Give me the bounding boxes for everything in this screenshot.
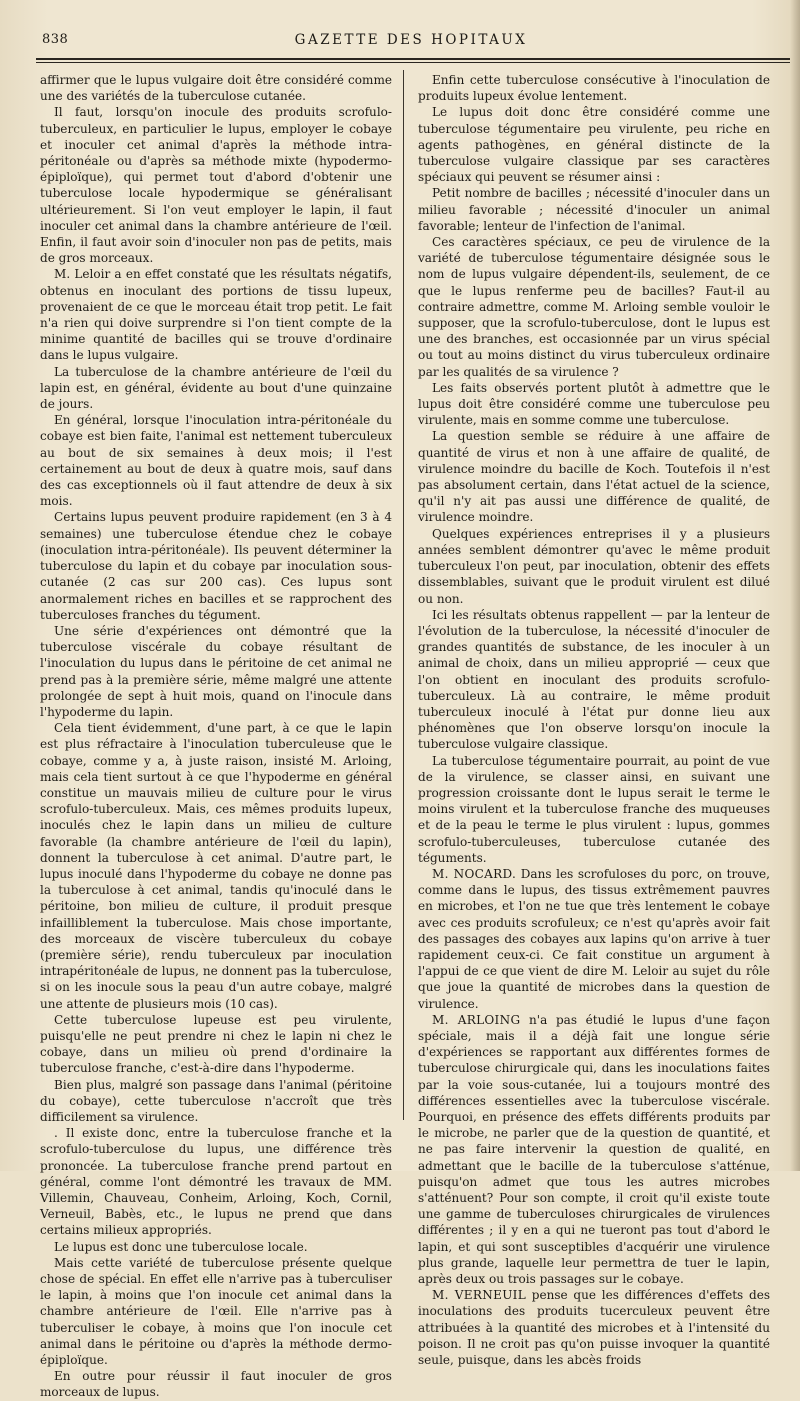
page-header <box>34 30 788 54</box>
speaker-name: M. ARLOING <box>432 1012 521 1027</box>
paragraph <box>40 104 392 266</box>
paragraph-text: Enfin cette tuberculose consécutive à l'inoculation de produits lupeux évolue lentement. <box>418 73 770 104</box>
paragraph <box>40 509 392 622</box>
paragraph <box>40 1125 392 1238</box>
page-edge-shadow <box>790 0 800 1171</box>
paragraph-text: La tuberculose de la chambre antérieure de l'œil du lapin est, en général, évidente au bout d'une quinzaine de jours. <box>40 364 392 412</box>
paragraph <box>40 1368 392 1400</box>
right-column <box>418 72 770 1368</box>
paragraph <box>40 720 392 1012</box>
paragraph-text: Cette tuberculose lupeuse est peu virulente, puisqu'elle ne peut prendre ni chez le lapin ni chez le cobaye, dans un milieu où prend d'ordinaire la tuberculose franche, c'est-à-dire dans l'hypoderme. <box>40 1012 392 1076</box>
paragraph-text: M. Leloir a en effet constaté que les résultats négatifs, obtenus en inoculant des portions de tissu lupeux, provenaient de ce que le morceau était trop petit. Le fait n'a rien qui doive surprendre si l'on tient compte de la minime quantité de bacilles qui se trouve d'ordinaire dans le lupus vulgaire. <box>40 267 392 363</box>
paragraph <box>418 607 770 753</box>
paragraph-text: Bien plus, malgré son passage dans l'animal (péritoine du cobaye), cette tuberculose n'accroît que très difficilement sa virulence. <box>40 1077 392 1124</box>
paragraph <box>40 1077 392 1126</box>
paragraph <box>418 526 770 607</box>
paragraph <box>418 1012 770 1287</box>
paragraph <box>418 234 770 380</box>
paragraph-text: La tuberculose tégumentaire pourrait, au point de vue de la virulence, se classer ainsi, en suivant une progression croissante dont le lupus serait le terme le moins virulent et la tuberculose franche des muqueuses et de la peau le terme le plus virulent : lupus, gommes scrofulo-tuberculeuses, tuberculose cutanée des téguments. <box>418 753 770 865</box>
paragraph-text: Les faits observés portent plutôt à admettre que le lupus doit être considéré comme une tuberculose peu virulente, mais en somme comme une tuberculose. <box>418 380 770 428</box>
speaker-name: M. VERNEUIL <box>432 1288 527 1303</box>
page-number: 838 <box>42 32 69 47</box>
paragraph-text: Ces caractères spéciaux, ce peu de virulence de la variété de tuberculose tégumentaire désignée sous le nom de lupus vulgaire dépendent-ils, seulement, de ce que le lupus renferme peu de bacilles? Faut-il au contraire admettre, comme M. Arloing semble vouloir le supposer, que la scrofulo-tuberculose, dont le lupus est une des branches, est occasionnée par un virus spécial ou tout au moins distinct du virus tuberculeux ordinaire par les qualités de sa virulence ? <box>418 235 770 379</box>
paragraph <box>40 364 392 413</box>
paragraph-text: Quelques expériences entreprises il y a plusieurs années semblent démontrer qu'avec le même produit tuberculeux l'on peut, par inoculation, obtenir des effets dissemblables, suivant que le produit virulent est dilué ou non. <box>418 526 770 606</box>
paragraph-text: Le lupus est donc une tuberculose locale. <box>54 1239 308 1254</box>
paragraph <box>418 866 770 1012</box>
left-column <box>40 72 392 1401</box>
paragraph <box>418 428 770 525</box>
header-rule-thin <box>36 62 790 63</box>
paragraph-text: Mais cette variété de tuberculose présente quelque chose de spécial. En effet elle n'arrive pas à tuberculiser le lapin, à moins que l'on inocule cet animal dans la chambre antérieure de l'œil. Elle n'arrive pas à tuberculiser le cobaye, à moins que l'on inocule cet animal dans le péritoine ou d'après la méthode dermo-épiploïque. <box>40 1255 392 1368</box>
paragraph <box>40 1239 392 1255</box>
paragraph <box>40 623 392 720</box>
paragraph-text: affirmer que le lupus vulgaire doit être considéré comme une des variétés de la tuberculose cutanée. <box>40 73 392 104</box>
paragraph <box>418 1287 770 1368</box>
paragraph-text: Petit nombre de bacilles ; nécessité d'inoculer dans un milieu favorable ; nécessité d'inoculer un animal favorable; lenteur de l'infection de l'animal. <box>418 186 770 233</box>
paragraph-text: . Il existe donc, entre la tuberculose franche et la scrofulo-tuberculose du lupus, une différence très prononcée. La tuberculose franche prend partout en général, comme l'ont démontré les travaux de MM. Villemin, Chauveau, Conheim, Arloing, Koch, Cornil, Verneuil, Babès, etc., le lupus ne prend que dans certains milieux appropriés. <box>40 1126 392 1238</box>
paragraph-text: En général, lorsque l'inoculation intra-péritonéale du cobaye est bien faite, l'animal est nettement tuberculeux au bout de six semaines à deux mois; il l'est certainement au bout de deux à quatre mois, sauf dans des cas exceptionnels où il faut attendre de deux à six mois. <box>40 413 392 509</box>
journal-title: GAZETTE DES HOPITAUX <box>294 32 528 48</box>
paragraph <box>40 1255 392 1368</box>
paragraph-text: La question semble se réduire à une affaire de quantité de virus et non à une affaire de qualité, de virulence moindre du bacille de Koch. Toutefois il n'est pas absolument certain, dans l'état actuel de la science, qu'il n'y ait pas aussi une différence de qualité, de virulence moindre. <box>418 429 770 525</box>
paragraph-text: n'a pas étudié le lupus d'une façon spéciale, mais il a déjà fait une longue série d'expériences se rapportant aux différentes formes de tuberculose chirurgicale qui, dans les inoculations faites par la voie sous-cutanée, lui a toujours montré des différences essentielles avec la tuberculose viscérale. Pourquoi, en présence des effets différents produits par le microbe, ne parler que de la question de quantité, et ne pas faire intervenir la question de qualité, en admettant que le bacille de la tuberculose s'atténue, puisqu'on admet que tous les autres microbes s'atténuent? Pour son compte, il croit qu'il existe toute une gamme de tuberculoses chirurgicales de virulences différentes ; il y en a qui ne tueront pas tout d'abord le lapin, et qui sont susceptibles d'acquérir une virulence plus grande, laquelle leur permettra de tuer le lapin, après deux ou trois passages sur le cobaye. <box>418 1012 770 1287</box>
paragraph <box>418 185 770 234</box>
column-divider <box>403 70 404 1120</box>
paragraph-text: pense que les différences d'effets des inoculations des produits tucerculeux peuvent être attribuées à la quantité des microbes et à l'intensité du poison. Il ne croit pas qu'on puisse invoquer la quantité seule, puisque, dans les abcès froids <box>418 1288 771 1368</box>
paragraph-text: Ici les résultats obtenus rappellent — par la lenteur de l'évolution de la tuberculose, la nécessité d'inoculer de grandes quantités de substance, de les inoculer à un animal de choix, dans un milieu approprié — ceux que l'on obtient en inoculant des produits scrofulo-tuberculeux. Là au contraire, le même produit tuberculeux inoculé à l'état pur donne lieu aux phénomènes que l'on observe lorsqu'on inocule la tuberculose vulgaire classique. <box>418 607 770 752</box>
paragraph-text: Il faut, lorsqu'on inocule des produits scrofulo-tuberculeux, en particulier le lupus, employer le cobaye et inoculer cet animal d'après la méthode intra-péritonéale ou d'après sa méthode mixte (hypodermo-épiploïque), qui permet tout d'abord d'obtenir une tuberculose locale hypodermique se généralisant ultérieurement. Si l'on veut employer le lapin, il faut inoculer cet animal dans la chambre antérieure de l'œil. Enfin, il faut avoir soin d'inoculer non pas de petits, mais de gros morceaux. <box>40 105 392 266</box>
paragraph <box>418 72 770 104</box>
paragraph <box>40 1012 392 1077</box>
header-rule-thick <box>36 58 790 60</box>
paragraph <box>418 104 770 185</box>
paragraph <box>418 380 770 429</box>
paragraph-text: Certains lupus peuvent produire rapidement (en 3 à 4 semaines) une tuberculose étendue chez le cobaye (inoculation intra-péritonéale). Ils peuvent déterminer la tuberculose du lapin et du cobaye par inoculation sous-cutanée (2 cas sur 200 cas). Ces lupus sont anormalement riches en bacilles et se rapprochent des tuberculoses franches du tégument. <box>40 510 392 622</box>
paragraph <box>40 72 392 104</box>
paragraph-text: Dans les scrofuloses du porc, on trouve, comme dans le lupus, des tissus extrêmement pauvres en microbes, et l'on ne tue que très lentement le cobaye avec ces produits scrofuleux; ce n'est qu'après avoir fait des passages des cobayes aux lapins qu'on arrive à tuer rapidement ceux-ci. Ce fait constitue un argument à l'appui de ce que vient de dire M. Leloir au sujet du rôle que joue la quantité de microbes dans la question de virulence. <box>418 866 770 1011</box>
paragraph-text: Le lupus doit donc être considéré comme une tuberculose tégumentaire peu virulente, peu riche en agents pathogènes, en général distincte de la tuberculose vulgaire classique par ses caractères spéciaux qui peuvent se résumer ainsi : <box>418 105 770 185</box>
paragraph <box>40 412 392 509</box>
speaker-name: M. NOCARD. <box>432 866 517 881</box>
paragraph <box>40 266 392 363</box>
paragraph-text: En outre pour réussir il faut inoculer de gros morceaux de lupus. <box>40 1369 392 1400</box>
paragraph-text: Une série d'expériences ont démontré que la tuberculose viscérale du cobaye résultant de l'inoculation du lupus dans le péritoine de cet animal ne prend pas à la première série, même malgré une attente prolongée de sept à huit mois, quand on l'inocule dans l'hypoderme du lapin. <box>40 623 392 719</box>
paragraph <box>418 753 770 866</box>
paragraph-text: Cela tient évidemment, d'une part, à ce que le lapin est plus réfractaire à l'inoculation tuberculeuse que le cobaye, comme y a, à juste raison, insisté M. Arloing, mais cela tient surtout à ce que l'hypoderme en général constitue un mauvais milieu de culture pour le virus scrofulo-tuberculeux. Mais, ces mêmes produits lupeux, inoculés chez le lapin dans un milieu de culture favorable (la chambre antérieure de l'œil du lapin), donnent la tuberculose à cet animal. D'autre part, le lupus inoculé dans l'hypoderme du cobaye ne donne pas la tuberculose à cet animal, tandis qu'inoculé dans le péritoine, bon milieu de culture, il produit presque infailliblement la tuberculose. Mais chose importante, des morceaux de viscère tuberculeux du cobaye (première série), rendu tuberculeux par inoculation intrapéritonéale de lupus, ne donnent pas la tuberculose, si on les inocule sous la peau d'un autre cobaye, malgré une attente de plusieurs mois (10 cas). <box>40 721 392 1011</box>
